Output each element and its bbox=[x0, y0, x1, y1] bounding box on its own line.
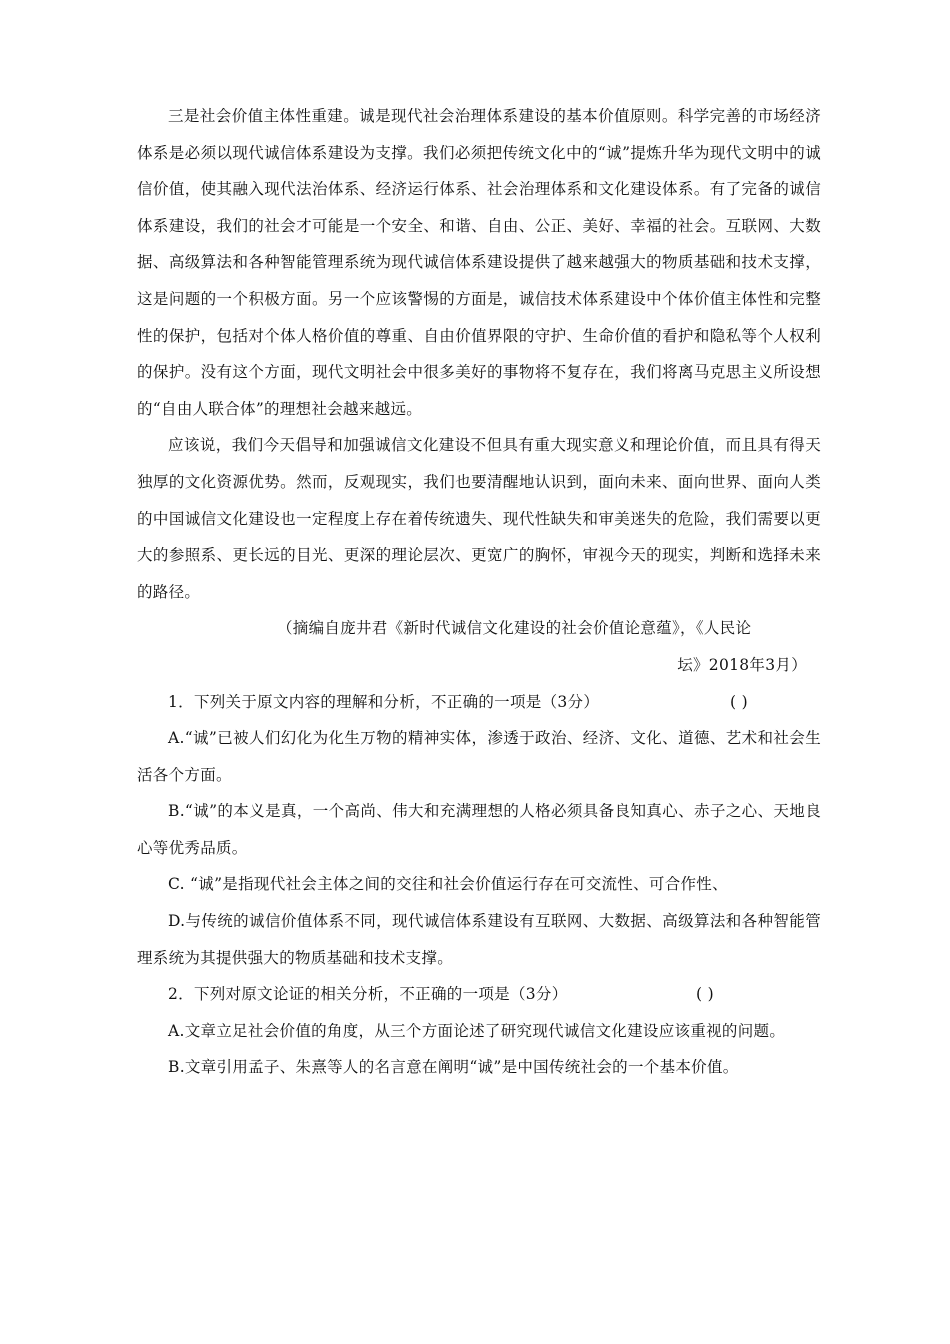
answer-blank: ( ) bbox=[696, 985, 714, 1004]
body-paragraph-2: 应该说，我们今天倡导和加强诚信文化建设不但具有重大现实意义和理论价值，而且具有得天独厚的文化资源优势。然而，反观现实，我们也要清醒地认识到，面向未来、面向世界、面向人类的中国诚信文化建设也一定程度上存在着传统遗失、现代性缺失和审美迷失的危险，我们需要以更大的参照系、更长远的目光、更深的理论层次、更宽广的胸怀，审视今天的现实，判断和选择未来的路径。 bbox=[137, 436, 821, 601]
question-2 bbox=[137, 976, 821, 1086]
option-b: B.“诚”的本义是真，一个高尚、伟大和充满理想的人格必须具备良知真心、赤子之心、天地良心等优秀品质。 bbox=[137, 802, 821, 857]
option-d: D.与传统的诚信价值体系不同，现代诚信体系建设有互联网、大数据、高级算法和各种智能管理系统为其提供强大的物质基础和技术支撑。 bbox=[137, 912, 821, 967]
option-b: B.文章引用孟子、朱熹等人的名言意在阐明“诚”是中国传统社会的一个基本价值。 bbox=[168, 1058, 739, 1077]
option-a: A.“诚”已被人们幻化为化生万物的精神实体，渗透于政治、经济、文化、道德、艺术和社会生活各个方面。 bbox=[137, 729, 821, 784]
question-1 bbox=[137, 684, 821, 977]
option-a: A.文章立足社会价值的角度，从三个方面论述了研究现代诚信文化建设应该重视的问题。 bbox=[168, 1021, 786, 1040]
question-stem-text: 2．下列对原文论证的相关分析，不正确的一项是（3分） bbox=[168, 985, 568, 1004]
option-c: C. “诚”是指现代社会主体之间的交往和社会价值运行存在可交流性、可合作性、 bbox=[168, 875, 728, 894]
document-page bbox=[137, 98, 821, 1086]
question-stem-text: 1．下列关于原文内容的理解和分析，不正确的一项是（3分） bbox=[168, 692, 600, 711]
citation-line-1: （摘编自庞井君《新时代诚信文化建设的社会价值论意蕴》，《人民论 bbox=[277, 619, 752, 638]
question-stem bbox=[137, 684, 821, 721]
citation bbox=[137, 610, 821, 683]
question-stem bbox=[137, 976, 821, 1013]
body-paragraph-1: 三是社会价值主体性重建。诚是现代社会治理体系建设的基本价值原则。科学完善的市场经济体系是必须以现代诚信体系建设为支撑。我们必须把传统文化中的“诚”提炼升华为现代文明中的诚信价值，使其融入现代法治体系、经济运行体系、社会治理体系和文化建设体系。有了完备的诚信体系建设，我们的社会才可能是一个安全、和谐、自由、公正、美好、幸福的社会。互联网、大数据、高级算法和各种智能管理系统为现代诚信体系建设提供了越来越强大的物质基础和技术支撑，这是问题的一个积极方面。另一个应该警惕的方面是，诚信技术体系建设中个体价值主体性和完整性的保护，包括对个体人格价值的尊重、自由价值界限的守护、生命价值的看护和隐私等个人权利的保护。没有这个方面，现代文明社会中很多美好的事物将不复存在，我们将离马克思主义所设想的“自由人联合体”的理想社会越来越远。 bbox=[137, 107, 821, 418]
answer-blank: ( ) bbox=[730, 692, 748, 711]
citation-line-2: 坛》2018年3月） bbox=[677, 655, 807, 674]
